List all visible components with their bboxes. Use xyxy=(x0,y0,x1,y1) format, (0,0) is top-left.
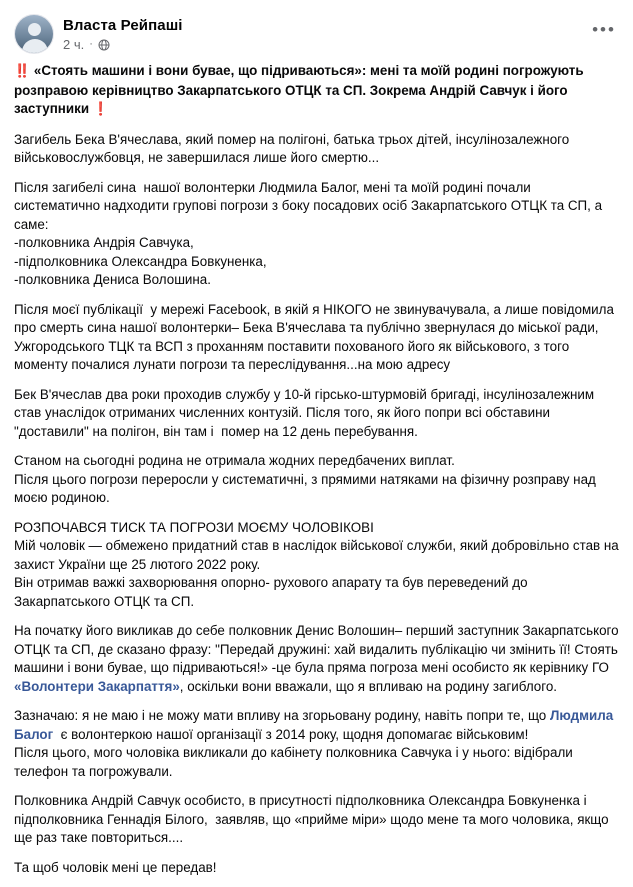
post-text-segment: На початку його викликав до себе полковник Денис Волошин– перший заступник Закарпатського ОТЦК та СП, де сказано фразу: "Передай дружині: хай видалить публікацію чи змінить її! Стоять машини і вони бувае, що підриваються!» -це була пряма погроза мені особисто як керівнику ГО xyxy=(14,623,623,675)
avatar[interactable] xyxy=(14,14,54,54)
post-options-button[interactable]: ••• xyxy=(592,20,616,39)
post-text-segment: , оскільки вони вважали, що я впливаю на родину загиблого. xyxy=(179,678,558,694)
post-author-name[interactable]: Власта Рейпаші xyxy=(63,17,183,34)
post-timestamp[interactable]: 2 ч. xyxy=(63,37,85,52)
meta-separator: · xyxy=(89,38,93,50)
post-paragraph: РОЗПОЧАВСЯ ТИСК ТА ПОГРОЗИ МОЄМУ ЧОЛОВІКОВІ Мій чоловік — обмежено придатний став в наслідок військової служби, який добровільно став на захист України ще 25 лютого 2022 року. Він отримав важкі захворювання опорно- рухового апарату та був переведений до Закарпатського ОТЦК та СП. xyxy=(14,519,619,609)
post-body xyxy=(0,60,633,887)
post-paragraph: Після моєї публікації у мережі Facebook, в якій я НІКОГО не звинувачувала, а лише повідомила про смерть сина нашої волонтерки– Бека В'ячеслава та публічно звернулася до міської ради, Ужгородського ТЦК та ВСП з проханням поставити похованого його як військового, з того моменту почалися лунати погрози та переслідування...на мою адресу xyxy=(14,301,618,372)
post-text-segment: Зазначаю: я не маю і не можу мати впливу на згорьовану родину, навіть попри те, що xyxy=(14,708,550,723)
person-mention-link[interactable]: Людмила Балог xyxy=(14,708,617,742)
post-paragraph: Полковника Андрій Савчук особисто, в присутності підполковника Олександра Бовкуненка і підполковника Геннадія Білого, заявляв, що «прийме міри» щодо мене та мого чоловика, якщо ще раз таке повториться.... xyxy=(14,793,613,845)
post-paragraph-with-person-link xyxy=(14,707,619,781)
avatar-head-shape xyxy=(28,23,41,36)
post-paragraph: Та щоб чоловік мені це передав! xyxy=(14,859,217,875)
post-paragraph: Станом на сьогодні родина не отримала жодних передбачених виплат. Після цього погрози переросли у систематичні, з прямими натяками на фізичну розправу над моєю родиною. xyxy=(14,453,596,505)
post-paragraph: Бек В'ячеслав два роки проходив службу у 10-й гірсько-штурмовій бригаді, інсулінозалежним став унаслідок отриманих численних контузій. Після того, як його попри всі обставини "доставили" на полігон, він там і помер на 12 день перебування. xyxy=(14,386,598,439)
double-exclamation-icon: ‼️ xyxy=(14,64,31,79)
exclamation-icon: ❗ xyxy=(92,102,109,117)
post-headline-text: «Стоять машини і вони бувае, що підриваються»: мені та моїй родині погрожують розправою керівництво Закарпатського ОТЦК та СП. Зокрема Андрій Савчук і його заступники xyxy=(14,63,588,116)
post-header-text xyxy=(63,14,183,54)
post-text-segment: є волонтеркою нашої організації з 2014 року, щодня допомагає військовим! Після цього, мого чоловіка викликали до кабінету полковника Савчука і у нього: відібрали телефон та погрожували. xyxy=(14,726,573,779)
post-paragraph-headline xyxy=(14,62,619,120)
post-paragraph: Після загибелі сина нашої волонтерки Людмила Балог, мені та моїй родині почали систематично надходити групові погрози з боку посадових осіб Закарпатського ОТЦК та СП, а саме: -полковника Андрія Савчука, -підполковника Олександра Бовкуненка, -полковника Дениса Волошина. xyxy=(14,179,603,287)
post-header xyxy=(0,0,633,60)
post-paragraph: Загибель Бека В'ячеслава, який помер на полігоні, батька трьох дітей, інсулінозалежного військовослужбовця, не завершилася лише його смертю... xyxy=(14,131,573,165)
organization-link[interactable]: «Волонтери Закарпаття» xyxy=(14,678,180,694)
globe-icon xyxy=(98,39,110,51)
post-meta xyxy=(63,36,183,53)
post-paragraph-with-org-link xyxy=(14,622,623,696)
